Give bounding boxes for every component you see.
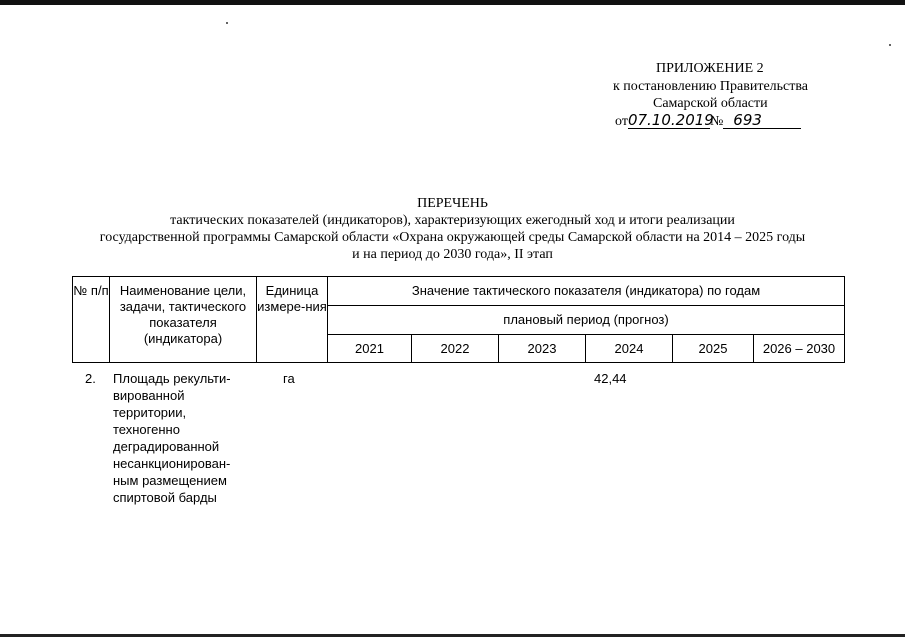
header-values: Значение тактического показателя (индикатора) по годам bbox=[328, 277, 845, 306]
heading-line3: и на период до 2030 года», II этап bbox=[352, 247, 553, 262]
row-number: 2. bbox=[85, 371, 96, 386]
header-year: 2025 bbox=[673, 335, 754, 363]
row-indicator-name bbox=[113, 370, 231, 506]
scan-speck bbox=[226, 22, 228, 24]
row-name-line: Площадь рекульти- bbox=[113, 371, 231, 386]
appendix-title: ПРИЛОЖЕНИЕ 2 bbox=[656, 61, 764, 76]
row-name-line: несанкционирован- bbox=[113, 456, 231, 471]
heading-line2: государственной программы Самарской области «Охрана окружающей среды Самарской области на 2014 – 2025 годы bbox=[99, 230, 806, 245]
header-year: 2026 – 2030 bbox=[754, 335, 845, 363]
row-name-line: ным размещением bbox=[113, 473, 227, 488]
row-unit: га bbox=[283, 371, 295, 386]
header-year: 2022 bbox=[412, 335, 499, 363]
appendix-line2: к постановлению Правительства bbox=[613, 79, 809, 94]
heading-line1: тактических показателей (индикаторов), характеризующих ежегодный ход и итоги реализации bbox=[170, 213, 735, 228]
header-unit: Единица измере-ния bbox=[257, 277, 328, 363]
row-name-line: спиртовой барды bbox=[113, 490, 217, 505]
number-label: № bbox=[709, 114, 724, 129]
indicators-table-header bbox=[72, 276, 845, 363]
row-value: 42,44 bbox=[594, 371, 627, 386]
header-year: 2024 bbox=[586, 335, 673, 363]
header-year: 2021 bbox=[328, 335, 412, 363]
document-heading bbox=[0, 195, 905, 263]
row-name-line: деградированной bbox=[113, 439, 220, 454]
row-name-line: техногенно bbox=[113, 422, 180, 437]
scan-top-edge bbox=[0, 0, 905, 5]
from-label: от bbox=[615, 114, 628, 129]
heading-title: ПЕРЕЧЕНЬ bbox=[417, 196, 488, 211]
handwritten-date: 07.10.2019 bbox=[627, 111, 714, 129]
row-name-line: территории, bbox=[113, 405, 187, 420]
header-year: 2023 bbox=[499, 335, 586, 363]
scan-bottom-edge bbox=[0, 634, 905, 637]
header-plan-period: плановый период (прогноз) bbox=[328, 306, 845, 335]
header-name: Наименование цели, задачи, тактического показателя (индикатора) bbox=[110, 277, 257, 363]
header-num: № п/п bbox=[73, 277, 110, 363]
scan-speck bbox=[889, 44, 891, 46]
handwritten-number: 693 bbox=[723, 112, 801, 129]
row-name-line: вированной bbox=[113, 388, 185, 403]
appendix-line3: Самарской области bbox=[653, 96, 768, 111]
appendix-date-line bbox=[615, 112, 801, 130]
